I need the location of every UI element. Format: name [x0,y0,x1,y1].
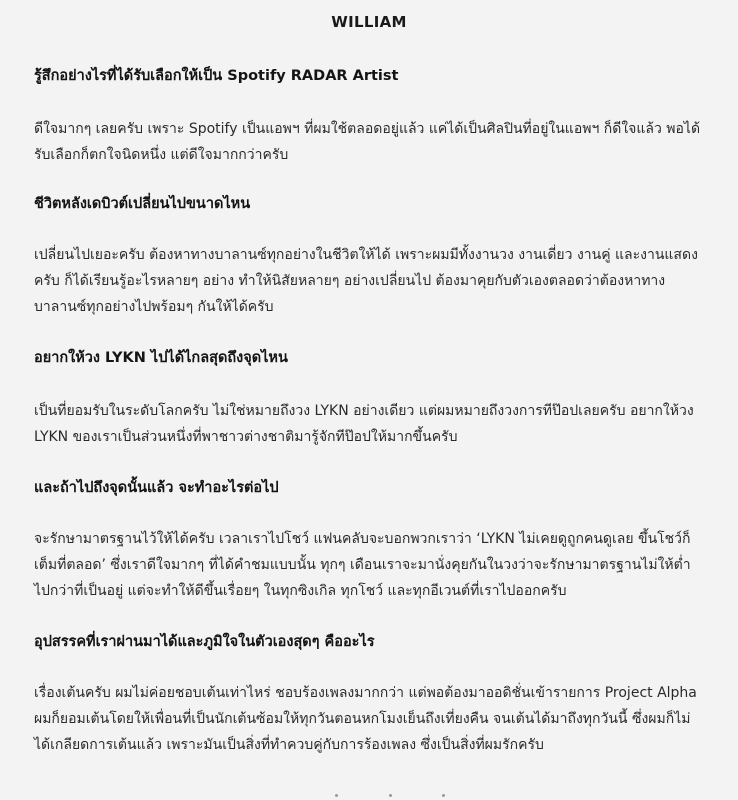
answer-1: ดีใจมากๆ เลยครับ เพราะ Spotify เป็นแอพฯ ที่ผมใช้ตลอดอยู่แล้ว แค่ได้เป็นศิลปินที่อยู่ในแอพฯ ก็ดีใจแล้ว พอได้รับเลือกก็ตกใจนิดหนึ่ง แต่ดีใจมากกว่าครับ [34,121,701,163]
scroll-indicator-dots [0,792,738,798]
question-1: รู้สึกอย่างไรที่ได้รับเลือกให้เป็น Spotify RADAR Artist [34,68,399,84]
question-2: ชีวิตหลังเดบิวต์เปลี่ยนไปขนาดไหน [34,196,251,212]
dot-icon [389,794,392,797]
question-4: และถ้าไปถึงจุดนั้นแล้ว จะทำอะไรต่อไป [34,480,279,496]
answer-5: เรื่องเต้นครับ ผมไม่ค่อยชอบเต้นเท่าไหร่ ชอบร้องเพลงมากกว่า แต่พอต้องมาออดิชั่นเข้ารายการ Project Alpha ผมก็ยอมเต้นโดยให้เพื่อนที่เป็นนักเต้นซ้อมให้ทุกวันตอนหกโมงเย็นถึงเที่ยงคืน จนเต้นได้มาถึงทุกวันนี้ ซึ่งผมก็ไม่ได้เกลียดการเต้นแล้ว เพราะมันเป็นสิ่งที่ทำควบคู่กับการร้องเพลง ซึ่งเป็นสิ่งที่ผมรักครับ [34,685,697,753]
question-5: อุปสรรคที่เราผ่านมาได้และภูมิใจในตัวเองสุดๆ คืออะไร [34,634,375,650]
answer-4: จะรักษามาตรฐานไว้ให้ได้ครับ เวลาเราไปโชว์ แฟนคลับจะบอกพวกเราว่า ‘LYKN ไม่เคยดูถูกคนดูเลย ขึ้นโชว์ก็เต็มที่ตลอด’ ซึ่งเราดีใจมากๆ ที่ได้คำชมแบบนั้น ทุกๆ เดือนเราจะมานั่งคุยกันในวงว่าจะรักษามาตรฐานไม่ให้ต่ำไปกว่าที่เป็นอยู่ แต่จะทำให้ดีขึ้นเรื่อยๆ ในทุกซิงเกิล ทุกโชว์ และทุกอีเวนต์ที่เราไปออกครับ [34,531,691,599]
answer-2: เปลี่ยนไปเยอะครับ ต้องหาทางบาลานซ์ทุกอย่างในชีวิตให้ได้ เพราะผมมีทั้งงานวง งานเดี่ยว งานคู่ และงานแสดงครับ ก็ได้เรียนรู้อะไรหลายๆ อย่าง ทำให้นิสัยหลายๆ อย่างเปลี่ยนไป ต้องมาคุยกับตัวเองตลอดว่าต้องหาทางบาลานซ์ทุกอย่างไปพร้อมๆ กันให้ได้ครับ [34,247,698,315]
question-3: อยากให้วง LYKN ไปได้ไกลสุดถึงจุดไหน [34,350,288,366]
dot-icon [442,794,445,797]
dot-icon [335,794,338,797]
article-title: WILLIAM [331,13,407,31]
answer-3: เป็นที่ยอมรับในระดับโลกครับ ไม่ใช่หมายถึงวง LYKN อย่างเดียว แต่ผมหมายถึงวงการทีป๊อปเลยครับ อยากให้วง LYKN ของเราเป็นส่วนหนึ่งที่พาชาวต่างชาติมารู้จักทีป๊อปให้มากขึ้นครับ [34,403,694,445]
